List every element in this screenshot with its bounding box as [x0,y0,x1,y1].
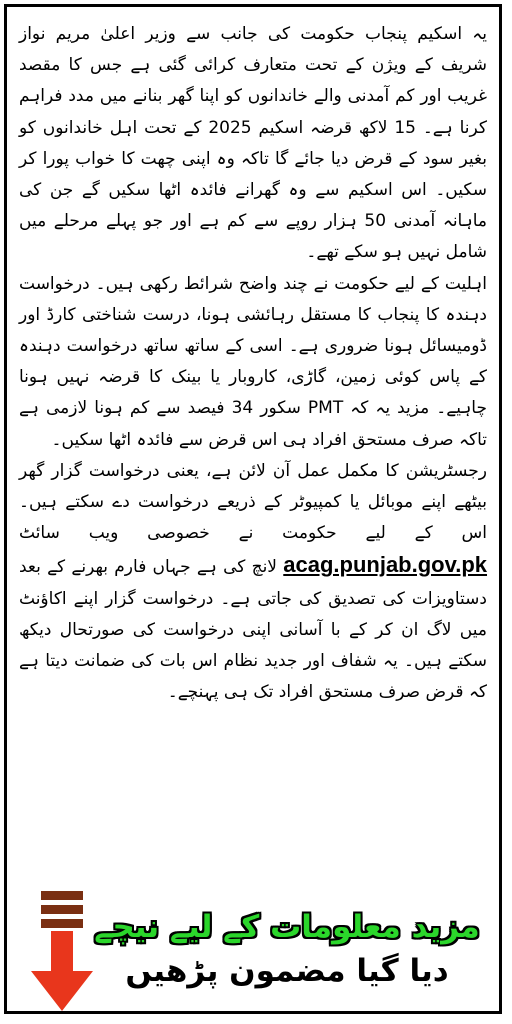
callout-line-1: مزید معلومات کے لیے نیچے [94,909,480,945]
registration-text-before-url: رجسٹریشن کا مکمل عمل آن لائن ہے، یعنی درخواست گزار گھر بیٹھے اپنے موبائل یا کمپیوٹر کے ذریعے درخواست دے سکتے ہیں۔ اس کے لیے حکومت نے خصوصی ویب سائٹ [19,460,487,544]
decorative-bar [41,919,83,928]
read-more-banner [31,891,481,1011]
paragraph-eligibility: اہلیت کے لیے حکومت نے چند واضح شرائط رکھی ہیں۔ درخواست دہندہ کا پنجاب کا مستقل رہائشی ہونا، درست شناختی کارڈ اور ڈومیسائل ہونا ضروری ہے۔ اسی کے ساتھ ساتھ درخواست دہندہ کے پاس کوئی زمین، گاڑی، کاروبار یا بینک کا قرضہ نہیں ہونا چاہیے۔ مزید یہ کہ PMT سکور 34 فیصد سے کم ہونا لازمی ہے تاکہ صرف مستحق افراد ہی اس قرض سے فائدہ اٹھا سکیں۔ [19,273,487,450]
decorative-bar [41,891,83,900]
registration-text-after-url: لانچ کی ہے جہاں فارم بھرنے کے بعد دستاویزات کی تصدیق کی جاتی ہے۔ درخواست گزار اپنے اکاؤنٹ میں لاگ ان کر کے با آسانی اپنی درخواست کی صورتحال دیکھ سکتے ہیں۔ یہ شفاف اور جدید نظام اس بات کی ضمانت دیتا ہے کہ قرض صرف مستحق افراد تک ہی پہنچے۔ [19,557,487,703]
callout-line-2: دیا گیا مضمون پڑھیں [125,953,449,989]
read-more-callout [93,905,481,993]
article-body [19,19,487,708]
arrow-down-icon [31,931,93,1011]
article-frame [4,4,502,1014]
website-link[interactable]: acag.punjab.gov.pk [283,552,488,578]
paragraph-scheme-intro: یہ اسکیم پنجاب حکومت کی جانب سے وزیر اعلیٰ مریم نواز شریف کے ویژن کے تحت متعارف کرائی گئی ہے جس کا مقصد غریب اور کم آمدنی والے خاندانوں کو اپنا گھر بنانے میں مدد فراہم کرنا ہے۔ 15 لاکھ قرضہ اسکیم 2025 کے تحت اہل خاندانوں کو بغیر سود کے قرض دیا جائے گا تاکہ وہ اپنی چھت کا خواب پورا کر سکیں۔ اس اسکیم سے وہ گھرانے فائدہ اٹھا سکیں گے جن کی ماہانہ آمدنی 50 ہزار روپے سے کم ہے اور جو پہلے مرحلے میں شامل نہیں ہو سکے تھے۔ [19,24,487,263]
decorative-bars [41,891,83,933]
paragraph-registration [19,456,487,709]
decorative-bar [41,905,83,914]
